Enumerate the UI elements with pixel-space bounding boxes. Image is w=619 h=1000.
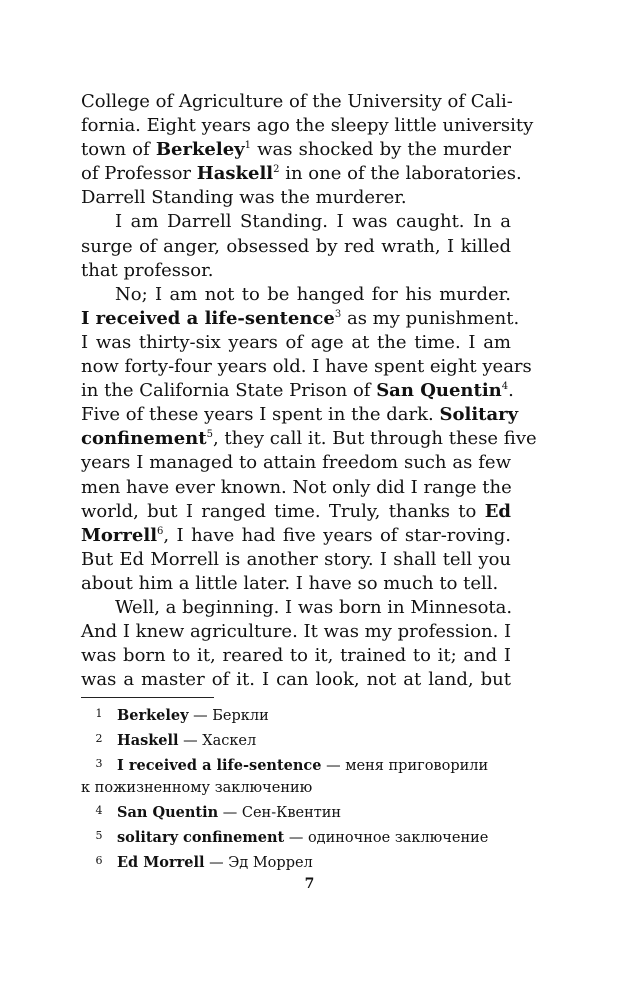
text-line: confinement$^5$, they call it. But through these five: [81, 428, 537, 450]
text-line: was born to it, reared to it, trained to it; and I: [81, 645, 511, 667]
bold-term: Berkeley: [155, 139, 245, 161]
text-line: Morrell$^6$, I have had five years of star-roving.: [81, 524, 511, 546]
footnote: 1 Berkeley — Беркли: [95, 707, 269, 724]
bold-term: San Quentin: [376, 380, 502, 402]
text-line: of Professor Haskell$^2$ in one of the laboratories.: [81, 163, 522, 185]
text-line: in the California State Prison of San Quentin$^4$.: [81, 380, 514, 402]
footnote-ref: 4: [501, 381, 509, 393]
footnotes: [81, 703, 511, 875]
text-line: But Ed Morrell is another story. I shall tell you: [81, 548, 511, 570]
bold-term: confinement: [81, 428, 207, 450]
footnote: 3 I received a life-sentence — меня приговорили: [95, 756, 489, 774]
text-line: about him a little later. I have so much to tell.: [81, 572, 499, 594]
text-line: surge of anger, obsessed by red wrath, I killed: [81, 235, 511, 257]
footnote-ref: 6: [157, 525, 164, 537]
text-line: men have ever known. Not only did I range the: [81, 476, 512, 498]
footnote-ref: 5: [206, 429, 213, 441]
footnote-divider: [81, 697, 214, 698]
footnote: 4 San Quentin — Сен-Квентин: [95, 804, 342, 822]
text-line: Darrell Standing was the murderer.: [81, 187, 407, 209]
text-line: I am Darrell Standing. I was caught. In a: [115, 211, 511, 233]
footnote: 5 solitary confinement — одиночное заключение: [95, 828, 489, 846]
text-line: now forty-four years old. I have spent eight years: [81, 356, 532, 378]
text-line: I was thirty-six years of age at the time. I am: [81, 331, 511, 353]
main-text: [81, 90, 537, 692]
footnote-continuation: к пожизненному заключению: [81, 780, 313, 797]
text-line: And I knew agriculture. It was my profession. I: [81, 621, 512, 643]
bold-term: I received a life-sentence: [81, 307, 335, 329]
text-line: years I managed to attain freedom such as few: [81, 452, 511, 474]
text-line: world, but I ranged time. Truly, thanks to Ed: [81, 500, 511, 522]
text-line: fornia. Eight years ago the sleepy little university: [81, 115, 534, 137]
bold-term: Solitary: [439, 404, 519, 426]
footnote: 6 Ed Morrell — Эд Моррел: [95, 853, 313, 871]
bold-term: Ed: [484, 500, 511, 522]
footnote: 2 Haskell — Хаскел: [95, 731, 257, 749]
page-number: 7: [304, 876, 315, 892]
footnote-ref: 3: [334, 308, 342, 320]
text-line: town of Berkeley$^1$ was shocked by the murder: [81, 139, 512, 161]
text-line: College of Agriculture of the University of Cali-: [81, 91, 513, 112]
footnote-ref: 2: [273, 164, 280, 176]
text-line: that professor.: [81, 259, 214, 281]
bold-term: Haskell: [196, 163, 274, 185]
footnote-ref: 1: [244, 140, 252, 152]
text-line: Well, a beginning. I was born in Minnesota.: [115, 596, 513, 618]
text-line: was a master of it. I can look, not at land, but: [81, 669, 511, 691]
bold-term: Morrell: [81, 524, 158, 546]
text-line: No; I am not to be hanged for his murder.: [115, 283, 511, 305]
text-line: Five of these years I spent in the dark. Solitary: [81, 404, 519, 426]
text-line: I received a life-sentence$^3$ as my punishment.: [81, 307, 520, 329]
